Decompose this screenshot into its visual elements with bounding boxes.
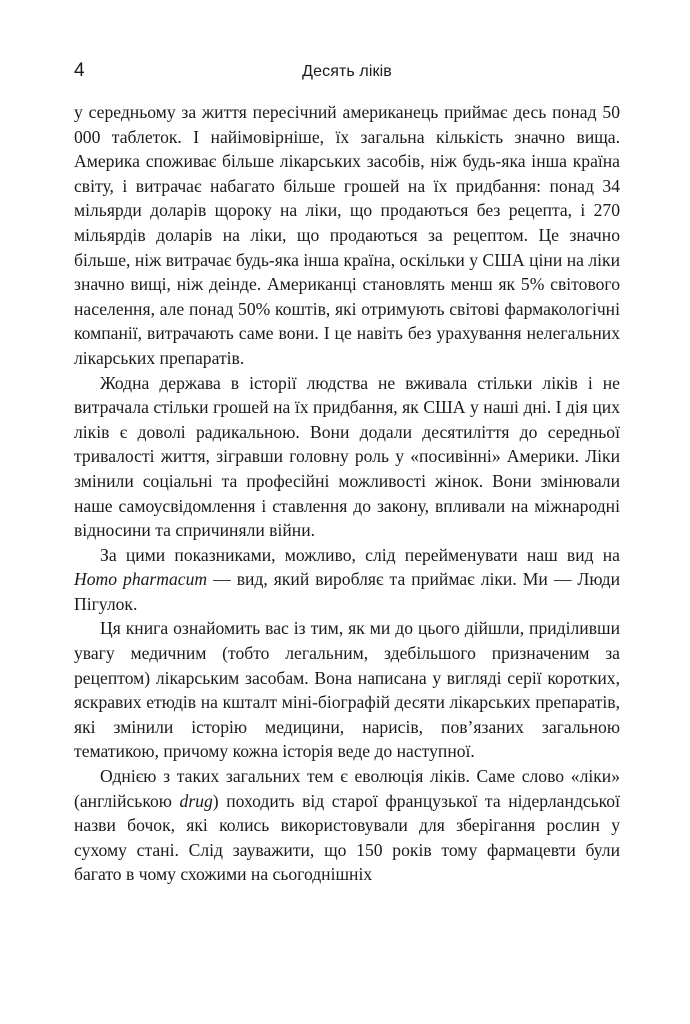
paragraph	[74, 371, 620, 543]
page-number: 4	[74, 60, 85, 81]
text-run: Жодна держава в історії людства не вживала стільки ліків і не витрачала стільки грошей на їх придбання, як США у наші дні. І дія цих ліків є доволі радикальною. Вони додали десятиліття до середньої тривалості життя, зігравши головну роль у «посивінні» Америки. Ліки змінили соціальні та професійні можливості жінок. Вони змінювали наше самоусвідомлення і ставлення до закону, впливали на міжнародні відносини та спричиняли війни.	[74, 372, 620, 541]
italic-term: Homo pharmacum	[74, 569, 208, 590]
paragraph	[74, 616, 620, 764]
paragraph	[74, 543, 620, 617]
italic-term: drug	[179, 790, 213, 811]
paragraph	[74, 764, 620, 887]
running-head	[74, 58, 620, 84]
paragraph	[74, 100, 620, 371]
text-run: у середньому за життя пересічний американець приймає десь понад 50 000 таблеток. І найімовірніше, їх загальна кількість значно вища. Америка споживає більше лікарських засобів, ніж будь-яка інша країна світу, і витрачає набагато більше грошей на їх придбання: понад 34 мільярди доларів щороку на ліки, що продаються без рецепта, і 270 мільярдів доларів на ліки, що продаються за рецептом. Це значно більше, ніж витрачає будь-яка інша країна, оскільки у США ціни на ліки значно вищі, ніж деінде. Американці становлять менш як 5% світового населення, але понад 50% коштів, які отримують світові фармакологічні компанії, витрачають саме вони. І це навіть без урахування нелегальних лікарських препаратів.	[74, 102, 620, 368]
body-text	[74, 100, 620, 887]
text-run: ) походить від старої французької та нідерландської назви бочок, які колись використовували для зберігання рослин у сухому стані. Слід зауважити, що 150 років тому фармацевти були багато в чому схожими на сьогоднішніх	[74, 790, 620, 885]
text-run: Ця книга ознайомить вас із тим, як ми до цього дійшли, приділивши увагу медичним (тобто легальним, здебільшого призначеним за рецептом) лікарським засобам. Вона написана у вигляді серії коротких, яскравих етюдів на кшталт міні-біографій десяти лікарських препаратів, які змінили історію медицини, нарисів, пов’язаних загальною тематикою, причому кожна історія веде до наступної.	[74, 618, 620, 762]
running-title: Десять ліків	[302, 63, 392, 80]
text-run: — вид, який виробляє та приймає ліки. Ми — Люди Пігулок.	[74, 569, 620, 614]
text-run: Однією з таких загальних тем є еволюція ліків. Саме слово «ліки» (англійською	[74, 766, 620, 811]
text-run: За цими показниками, можливо, слід перейменувати наш вид на	[100, 544, 620, 565]
